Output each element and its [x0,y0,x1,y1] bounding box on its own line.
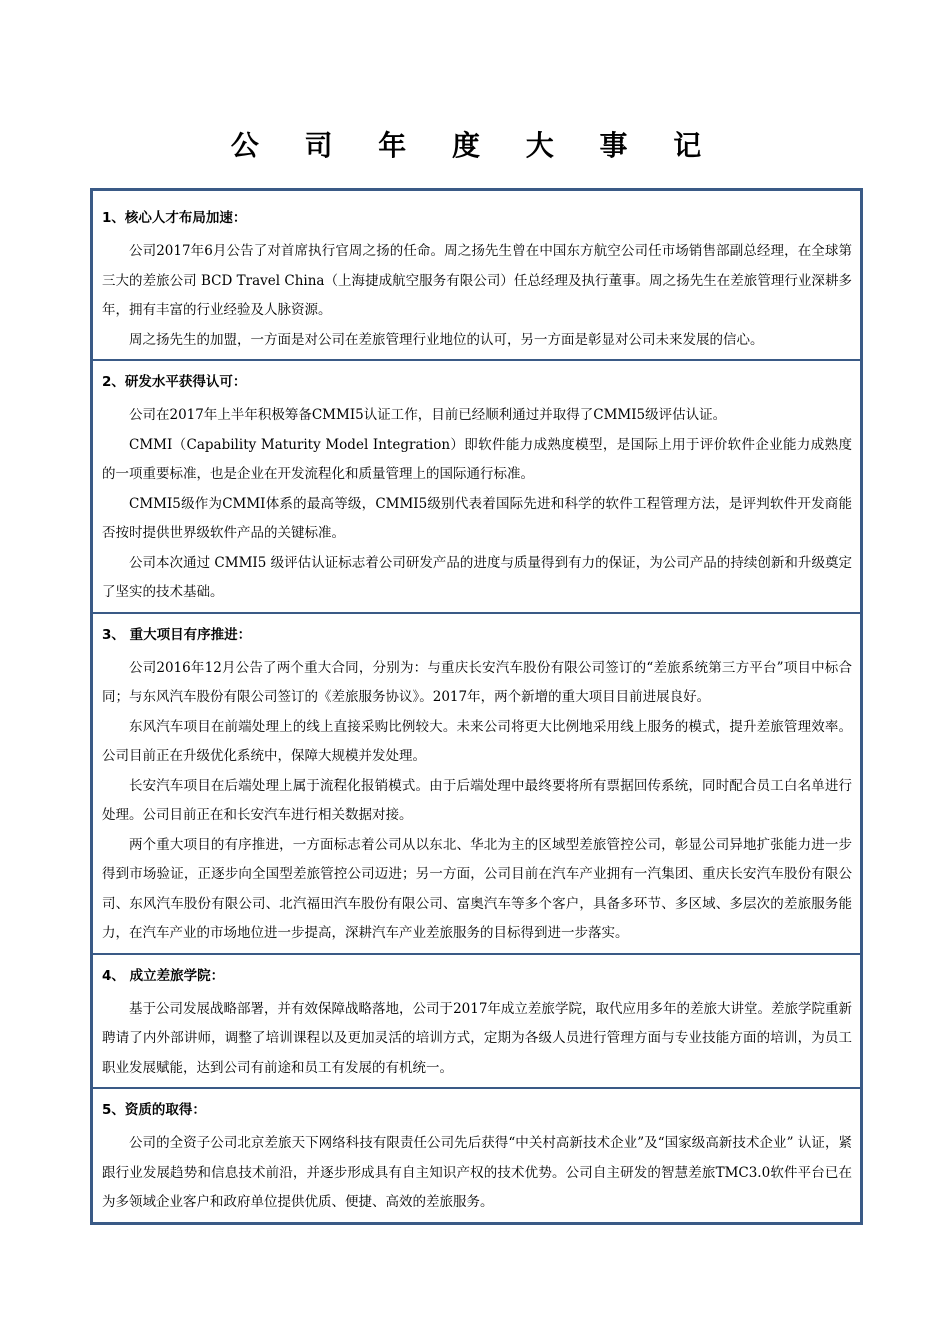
section-heading: 4、 成立差旅学院： [102,967,225,984]
section-paragraph: 公司2016年12月公告了两个重大合同，分别为：与重庆长安汽车股份有限公司签订的“差旅系统第三方平台”项目中标合同；与东风汽车股份有限公司签订的《差旅服务协议》。2017年，两个新增的重大项目目前进展良好。 [102,659,852,705]
section-qualification [93,1087,860,1222]
section-academy [93,953,860,1088]
section-heading: 2、研发水平获得认可： [102,374,247,390]
section-talent [93,191,860,359]
section-heading: 5、资质的取得： [102,1102,206,1118]
section-paragraph: CMMI5级作为CMMI体系的最高等级，CMMI5级别代表着国际先进和科学的软件工程管理方法，是评判软件开发商能否按时提供世界级软件产品的关键标准。 [102,495,852,541]
section-paragraph: 公司的全资子公司北京差旅天下网络科技有限责任公司先后获得“中关村高新技术企业”及“国家级高新技术企业” 认证，紧跟行业发展趋势和信息技术前沿，并逐步形成具有自主知识产权的技术优势。公司自主研发的智慧差旅TMC3.0软件平台已在为多领域企业客户和政府单位提供优质、便捷、高效的差旅服务。 [102,1135,852,1210]
section-heading: 1、核心人才布局加速： [102,210,247,226]
page-title: 公 司 年 度 大 事 记 [230,129,720,162]
section-paragraph: 周之扬先生的加盟，一方面是对公司在差旅管理行业地位的认可，另一方面是彰显对公司未来发展的信心。 [129,331,764,348]
section-paragraph: 东风汽车项目在前端处理上的线上直接采购比例较大。未来公司将更大比例地采用线上服务的模式，提升差旅管理效率。公司目前正在升级优化系统中，保障大规模并发处理。 [102,718,852,764]
section-rnd [93,359,860,612]
section-paragraph: 公司在2017年上半年积极筹备CMMI5认证工作，目前已经顺利通过并取得了CMMI5级评估认证。 [129,407,727,423]
events-table [90,188,863,1225]
section-paragraph: CMMI（Capability Maturity Model Integration）即软件能力成熟度模型，是国际上用于评价软件企业能力成熟度的一项重要标准，也是企业在开发流程化和质量管理上的国际通行标准。 [102,436,852,482]
section-projects [93,612,860,953]
section-paragraph: 两个重大项目的有序推进，一方面标志着公司从以东北、华北为主的区域型差旅管控公司，彰显公司异地扩张能力进一步得到市场验证，正逐步向全国型差旅管控公司迈进；另一方面，公司目前在汽车产业拥有一汽集团、重庆长安汽车股份有限公司、东风汽车股份有限公司、北汽福田汽车股份有限公司、富奥汽车等多个客户，具备多环节、多区域、多层次的差旅服务能力，在汽车产业的市场地位进一步提高，深耕汽车产业差旅服务的目标得到进一步落实。 [102,836,852,941]
section-paragraph: 公司本次通过 CMMI5 级评估认证标志着公司研发产品的进度与质量得到有力的保证，为公司产品的持续创新和升级奠定了坚实的技术基础。 [102,554,852,600]
section-paragraph: 基于公司发展战略部署，并有效保障战略落地，公司于2017年成立差旅学院，取代应用多年的差旅大讲堂。差旅学院重新聘请了内外部讲师，调整了培训课程以及更加灵活的培训方式，定期为各级人员进行管理方面与专业技能方面的培训，为员工职业发展赋能，达到公司有前途和员工有发展的有机统一。 [102,1000,852,1076]
section-paragraph: 长安汽车项目在后端处理上属于流程化报销模式。由于后端处理中最终要将所有票据回传系统，同时配合员工白名单进行处理。公司目前正在和长安汽车进行相关数据对接。 [102,777,852,823]
section-paragraph: 公司2017年6月公告了对首席执行官周之扬的任命。周之扬先生曾在中国东方航空公司任市场销售部副总经理，在全球第三大的差旅公司 BCD Travel China（上海捷成航空服务有限公司）任总经理及执行董事。周之扬先生在差旅管理行业深耕多年，拥有丰富的行业经验及人脉资源。 [102,243,852,318]
section-heading: 3、 重大项目有序推进： [102,626,252,643]
